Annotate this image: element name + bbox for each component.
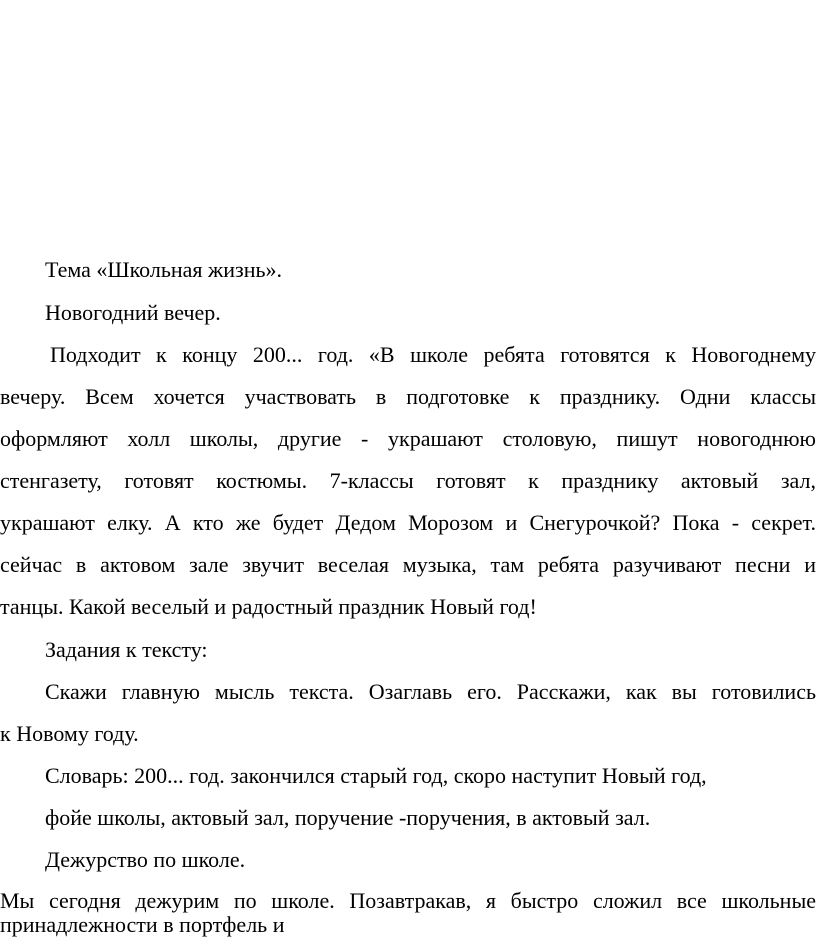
duty-heading: Дежурство по школе. (45, 847, 246, 872)
topic-heading: Тема «Школьная жизнь». (45, 257, 283, 282)
paragraph-line: сейчас в актовом зале звучит веселая музыка, там ребята разучивают песни и (0, 552, 816, 577)
task-line: к Новому году. (0, 721, 139, 746)
paragraph-line: вечеру. Всем хочется участвовать в подготовке к празднику. Одни классы (0, 384, 816, 409)
vocabulary-line: Словарь: 200... год. закончился старый год, скоро наступит Новый год, (45, 763, 707, 788)
paragraph-line: оформляют холл школы, другие - украшают столовую, пишут новогоднюю (0, 426, 816, 451)
final-line: Мы сегодня дежурим по школе. Позавтракав, я быстро сложил все школьные (0, 888, 816, 913)
paragraph-line: стенгазету, готовят костюмы. 7-классы готовят к празднику актовый зал, (0, 468, 816, 493)
tasks-heading: Задания к тексту: (45, 637, 208, 662)
vocabulary-line: фойе школы, актовый зал, поручение -поручения, в актовый зал. (45, 805, 651, 830)
paragraph-line: Подходит к концу 200... год. «В школе ребята готовятся к Новогоднему (50, 342, 816, 367)
paragraph-line: танцы. Какой веселый и радостный праздник Новый год! (0, 594, 537, 619)
final-line: принадлежности в портфель и (0, 912, 285, 937)
paragraph-line: украшают елку. А кто же будет Дедом Морозом и Снегурочкой? Пока - секрет. (0, 510, 816, 535)
subtitle-heading: Новогодний вечер. (45, 300, 221, 325)
task-line: Скажи главную мысль текста. Озаглавь его. Расскажи, как вы готовились (45, 679, 816, 704)
